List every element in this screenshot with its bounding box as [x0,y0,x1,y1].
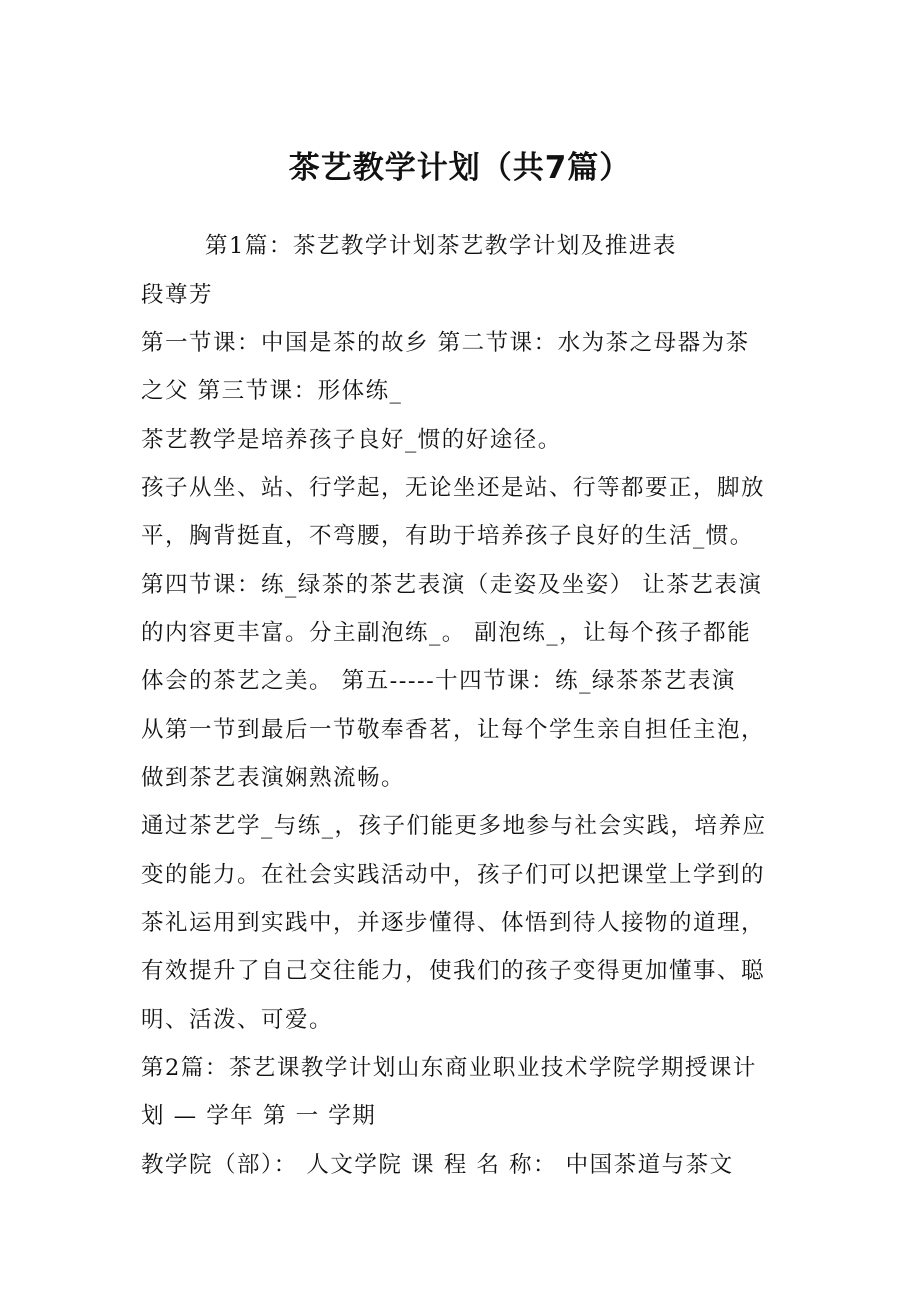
article-2-heading: 第2篇：茶艺课教学计划山东商业职业技术学院学期授课计 [141,1055,757,1081]
paragraph-line: 有效提升了自己交往能力，使我们的孩子变得更加懂事、聪 [141,958,766,984]
semester-line: 划 — 学年 第 一 学期 [141,1103,377,1129]
paragraph-line: 从第一节到最后一节敬奉香茗，让每个学生亲自担任主泡， [141,717,766,743]
paragraph-line: 通过茶艺学_与练_，孩子们能更多地参与社会实践，培养应 [141,813,767,839]
paragraph-line: 平，胸背挺直，不弯腰，有助于培养孩子良好的生活_惯。 [141,523,754,549]
paragraph-line: 第一节课：中国是茶的故乡 第二节课：水为茶之母器为茶 [141,330,750,356]
paragraph-line: 体会的茶艺之美。 第五-----十四节课：练_绿茶茶艺表演 [141,668,736,694]
paragraph-line: 第四节课：练_绿茶的茶艺表演（走姿及坐姿） 让茶艺表演 [141,572,763,598]
course-info-line: 教学院（部）： 人文学院 课 程 名 称： 中国茶道与茶文 [141,1152,734,1178]
paragraph-line: 做到茶艺表演娴熟流畅。 [141,765,406,791]
document-title: 茶艺教学计划（共7篇） [288,150,632,186]
article-1-heading: 第1篇：茶艺教学计划茶艺教学计划及推进表 [205,233,677,259]
paragraph-line: 变的能力。在社会实践活动中，孩子们可以把课堂上学到的 [141,862,766,888]
paragraph-line: 茶艺教学是培养孩子良好_惯的好途径。 [141,427,562,453]
author-line: 段尊芳 [141,282,214,308]
paragraph-line: 的内容更丰富。分主副泡练_。 副泡练_，让每个孩子都能 [141,620,752,646]
paragraph-line: 茶礼运用到实践中，并逐步懂得、体悟到待人接物的道理， [141,910,766,936]
paragraph-line: 孩子从坐、站、行学起，无论坐还是站、行等都要正，脚放 [141,475,766,501]
paragraph-line: 之父 第三节课：形体练_ [141,378,403,404]
paragraph-line: 明、活泼、可爱。 [141,1007,334,1033]
